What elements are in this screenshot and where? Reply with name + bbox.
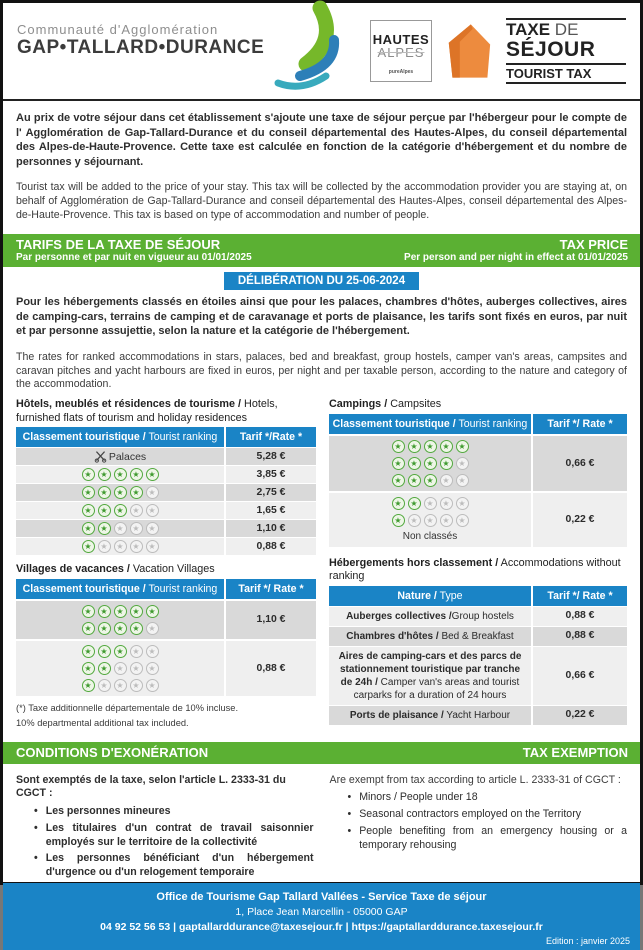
gray-star-icon: ★ — [114, 679, 127, 692]
green-star-icon: ★ — [146, 468, 159, 481]
rate-value: 0,66 € — [531, 647, 627, 705]
gray-star-icon: ★ — [130, 645, 143, 658]
star-rating — [80, 606, 160, 617]
green-star-icon: ★ — [130, 622, 143, 635]
green-star-icon: ★ — [114, 622, 127, 635]
campings-table-header: Classement touristique / Tourist ranking Tarif */ Rate * — [329, 414, 627, 434]
star-rating — [80, 522, 160, 535]
star-rating — [390, 515, 470, 526]
header — [3, 3, 640, 101]
list-item: • People benefiting from an emergency housing or a temporary rehousing — [347, 824, 627, 851]
gray-star-icon: ★ — [456, 474, 469, 487]
hotels-section-title: Hôtels, meublés et résidences de tourisme / Hotels, furnished flats of tourism and holiday residences — [16, 398, 278, 424]
table-row — [16, 537, 316, 555]
gray-star-icon: ★ — [440, 514, 453, 527]
table-group-row — [16, 599, 316, 639]
table-row — [16, 483, 316, 501]
list-item: • Les personnes mineures — [34, 805, 171, 818]
star-rating — [80, 540, 160, 553]
gray-star-icon: ★ — [456, 457, 469, 470]
green-star-icon: ★ — [392, 497, 405, 510]
green-star-icon: ★ — [408, 474, 421, 487]
hotels-table — [16, 427, 316, 555]
green-star-icon: ★ — [98, 622, 111, 635]
green-star-icon: ★ — [114, 468, 127, 481]
green-star-icon: ★ — [82, 468, 95, 481]
rate-value: 1,10 € — [224, 601, 316, 639]
org-name-line1: Communauté d'Agglomération — [17, 22, 219, 37]
footer-address: 1, Place Jean Marcellin - 05000 GAP — [235, 906, 408, 919]
green-star-icon: ★ — [82, 605, 95, 618]
hautes-alpes-line2: ALPES — [377, 45, 425, 61]
villages-section-title: Villages de vacances / Vacation Villages — [16, 563, 215, 576]
green-star-icon: ★ — [392, 457, 405, 470]
exemption-en — [330, 774, 628, 883]
rate-value: 0,88 € — [531, 607, 627, 626]
taxe-word: TAXE — [506, 19, 551, 39]
hors-classement-section-title: Hébergements hors classement / Accommodations without ranking — [329, 556, 621, 583]
green-star-icon: ★ — [392, 474, 405, 487]
deliberation-badge: DÉLIBÉRATION DU 25-06-2024 — [224, 272, 419, 290]
gray-star-icon: ★ — [146, 522, 159, 535]
villages-table-header: Classement touristique / Tourist ranking Tarif */ Rate * — [16, 579, 316, 599]
green-star-icon: ★ — [408, 440, 421, 453]
gray-star-icon: ★ — [130, 540, 143, 553]
campings-table — [329, 414, 627, 547]
list-item: • Seasonal contractors employed on the Territory — [347, 808, 582, 821]
hotels-table-header: Classement touristique / Tourist ranking Tarif */Rate * — [16, 427, 316, 447]
green-star-icon: ★ — [146, 605, 159, 618]
green-star-icon: ★ — [424, 474, 437, 487]
green-star-icon: ★ — [424, 457, 437, 470]
green-star-icon: ★ — [114, 645, 127, 658]
gray-star-icon: ★ — [456, 497, 469, 510]
star-rating — [80, 504, 160, 517]
green-star-icon: ★ — [130, 468, 143, 481]
gray-star-icon: ★ — [146, 540, 159, 553]
gray-star-icon: ★ — [146, 504, 159, 517]
green-star-icon: ★ — [114, 605, 127, 618]
tourist-tax-word: TOURIST TAX — [506, 63, 626, 84]
gray-star-icon: ★ — [146, 486, 159, 499]
star-rating — [80, 680, 160, 691]
table-row: Aires de camping-cars et des parcs de stationnement touristique par tranche de 24h / Camper van's areas and tourist carparks for a duration of 24 hours 0,66 € — [329, 646, 627, 705]
hautes-alpes-subtext: pureAlpes — [388, 68, 414, 75]
intro-paragraph-en: Tourist tax will be added to the price of your stay. This tax will be collected by the accommodation provider you are staying at, on behalf of Agglomération de Gap-Tallard-Durance and conseil départemental des Hautes-Alpes, conseil départemental des Alpes-de-Haute-Provence. This tax is based on type of accommodation and number of people. — [16, 181, 627, 221]
rate-value: 1,65 € — [224, 502, 316, 519]
exemption-intro-fr: Sont exemptés de la taxe, selon l'article L. 2333-31 du CGCT : — [16, 773, 286, 800]
rate-value: 0,22 € — [531, 706, 627, 725]
green-star-icon: ★ — [82, 645, 95, 658]
green-star-icon: ★ — [392, 514, 405, 527]
gray-star-icon: ★ — [114, 522, 127, 535]
green-star-icon: ★ — [392, 440, 405, 453]
green-star-icon: ★ — [456, 440, 469, 453]
org-name-line2: GAP•TALLARD•DURANCE — [17, 37, 265, 58]
green-star-icon: ★ — [98, 522, 111, 535]
gray-star-icon: ★ — [440, 497, 453, 510]
list-item: • Les titulaires d'un contrat de travail saisonnier employés sur le territoire de la collectivité — [34, 821, 314, 848]
green-star-icon: ★ — [114, 504, 127, 517]
star-rating — [80, 646, 160, 657]
classified-paragraph-fr: Pour les hébergements classés en étoiles ainsi que pour les palaces, chambres d'hôtes, auberges collectives, aires de camping-cars, terrains de camping et de caravanage et ports de plaisance, les tarifs sont fixés en euros, par nuit et par personne assujettie, selon la nature et la catégorie de l'hébergement. — [16, 296, 627, 338]
star-rating — [390, 458, 470, 469]
green-star-icon: ★ — [440, 440, 453, 453]
green-star-icon: ★ — [408, 457, 421, 470]
table-row: Auberges collectives /Group hostels 0,88 € — [329, 606, 627, 626]
green-star-icon: ★ — [98, 504, 111, 517]
green-star-icon: ★ — [98, 645, 111, 658]
gray-star-icon: ★ — [424, 514, 437, 527]
campings-section-title: Campings / Campsites — [329, 398, 442, 411]
hors-table-header: Nature / Type Tarif */ Rate * — [329, 586, 627, 606]
sejour-word: SÉJOUR — [506, 38, 596, 62]
hautes-alpes-logo — [370, 20, 432, 82]
rate-value: 0,88 € — [531, 627, 627, 646]
exemption-title-en: TAX EXEMPTION — [522, 744, 628, 760]
exemption-banner — [3, 742, 640, 764]
exemption-fr — [16, 774, 314, 883]
palace-crossed-keys-icon — [94, 450, 107, 463]
rate-value: 0,88 € — [224, 538, 316, 555]
rates-tables — [16, 398, 627, 727]
star-rating — [390, 498, 470, 509]
gray-star-icon: ★ — [114, 540, 127, 553]
green-star-icon: ★ — [82, 504, 95, 517]
gray-star-icon: ★ — [146, 679, 159, 692]
tarifs-title-en: TAX PRICE — [559, 237, 628, 253]
footer-contact-line: 04 92 52 56 53 | gaptallarddurance@taxesejour.fr | https://gaptallarddurance.taxesejour.fr — [100, 921, 543, 934]
exemption-intro-en: Are exempt from tax according to article L. 2333-31 of CGCT : — [329, 773, 621, 786]
gray-star-icon: ★ — [130, 679, 143, 692]
star-rating — [80, 468, 160, 481]
gray-star-icon: ★ — [146, 662, 159, 675]
tarifs-subtitle-fr: Par personne et par nuit en vigueur au 01/01/2025 — [16, 252, 252, 264]
rate-value: 1,10 € — [224, 520, 316, 537]
table-row: Chambres d'hôtes / Bed & Breakfast 0,88 € — [329, 626, 627, 646]
rate-value: 5,28 € — [224, 448, 316, 465]
gray-star-icon: ★ — [130, 504, 143, 517]
tarifs-banner — [3, 234, 640, 267]
exemption-title-fr: CONDITIONS D'EXONÉRATION — [16, 744, 209, 760]
green-star-icon: ★ — [82, 622, 95, 635]
table-row — [16, 465, 316, 483]
hors-classement-table — [329, 586, 627, 725]
green-star-icon: ★ — [440, 457, 453, 470]
table-row — [16, 519, 316, 537]
green-star-icon: ★ — [98, 468, 111, 481]
star-rating — [390, 475, 470, 486]
rate-value: 2,75 € — [224, 484, 316, 501]
green-star-icon: ★ — [98, 662, 111, 675]
table-group-row — [329, 491, 627, 547]
green-star-icon: ★ — [82, 522, 95, 535]
green-star-icon: ★ — [408, 497, 421, 510]
green-star-icon: ★ — [130, 486, 143, 499]
green-star-icon: ★ — [98, 486, 111, 499]
star-rating — [80, 486, 160, 499]
green-star-icon: ★ — [82, 662, 95, 675]
green-star-icon: ★ — [424, 440, 437, 453]
green-star-icon: ★ — [82, 486, 95, 499]
de-word: DE — [550, 19, 579, 39]
green-star-icon: ★ — [98, 605, 111, 618]
gray-star-icon: ★ — [130, 662, 143, 675]
footer-edition: Edition : janvier 2025 — [545, 936, 630, 947]
table-row: Ports de plaisance / Yacht Harbour 0,22 € — [329, 705, 627, 725]
star-rating — [80, 663, 160, 674]
gray-star-icon: ★ — [130, 522, 143, 535]
footnote-fr: (*) Taxe additionnelle départementale de 10% incluse. — [16, 702, 239, 713]
gray-star-icon: ★ — [114, 662, 127, 675]
star-rating — [390, 441, 470, 452]
gray-star-icon: ★ — [456, 514, 469, 527]
gray-star-icon: ★ — [98, 540, 111, 553]
footer-office-name: Office de Tourisme Gap Tallard Vallées - Service Taxe de séjour — [156, 891, 487, 904]
tarifs-subtitle-en: Per person and per night in effect at 01/01/2025 — [404, 252, 628, 264]
table-group-row — [329, 434, 627, 491]
footnote-en: 10% departmental additional tax included. — [16, 717, 189, 728]
non-classes-label: Non classés — [402, 530, 458, 542]
list-item: • Les personnes bénéficiant d'un hébergement d'urgence ou d'un relogement temporaire — [34, 852, 314, 879]
gray-star-icon: ★ — [408, 514, 421, 527]
villages-table — [16, 579, 316, 696]
orange-house-icon — [446, 22, 492, 80]
gray-star-icon: ★ — [424, 497, 437, 510]
gray-star-icon: ★ — [98, 679, 111, 692]
hautes-alpes-line1: HAUTES — [372, 32, 430, 48]
star-rating — [80, 623, 160, 634]
agglomeration-logo — [17, 6, 346, 96]
table-row: Palaces 5,28 € — [16, 447, 316, 465]
gray-star-icon: ★ — [146, 645, 159, 658]
taxe-sejour-logo — [506, 18, 626, 85]
tarifs-title-fr: TARIFS DE LA TAXE DE SÉJOUR — [16, 237, 221, 253]
gray-star-icon: ★ — [146, 622, 159, 635]
rate-value: 0,88 € — [224, 641, 316, 696]
table-row — [16, 501, 316, 519]
rate-value: 0,22 € — [531, 493, 627, 547]
exemption-content — [16, 774, 627, 883]
list-item: • Minors / People under 18 — [347, 791, 478, 804]
green-star-icon: ★ — [82, 540, 95, 553]
classified-paragraph-en: The rates for ranked accommodations in stars, palaces, bed and breakfast, group hostels, camper van's areas, campsites and caravan pitches and yacht harbours are fixed in euros, per night and per taxable person, according to the nature and category of the accommodation. — [16, 350, 627, 391]
intro-paragraph-fr: Au prix de votre séjour dans cet établissement s'ajoute une taxe de séjour perçue par l'hébergeur pour le compte de l' Agglomération de Gap-Tallard-Durance et du conseil départemental des Hautes-Alpes, du conseil départemental des Alpes-de-Haute-Provence. Cette taxe est calculée en fonction de la catégorie d'hébergement et du nombre de personnes y séjournant. — [16, 112, 627, 168]
green-star-icon: ★ — [82, 679, 95, 692]
rate-value: 0,66 € — [531, 436, 627, 491]
green-star-icon: ★ — [130, 605, 143, 618]
gray-star-icon: ★ — [440, 474, 453, 487]
footer — [3, 883, 640, 950]
table-group-row — [16, 639, 316, 696]
swoosh-icon — [258, 6, 346, 96]
green-star-icon: ★ — [114, 486, 127, 499]
rate-value: 3,85 € — [224, 466, 316, 483]
